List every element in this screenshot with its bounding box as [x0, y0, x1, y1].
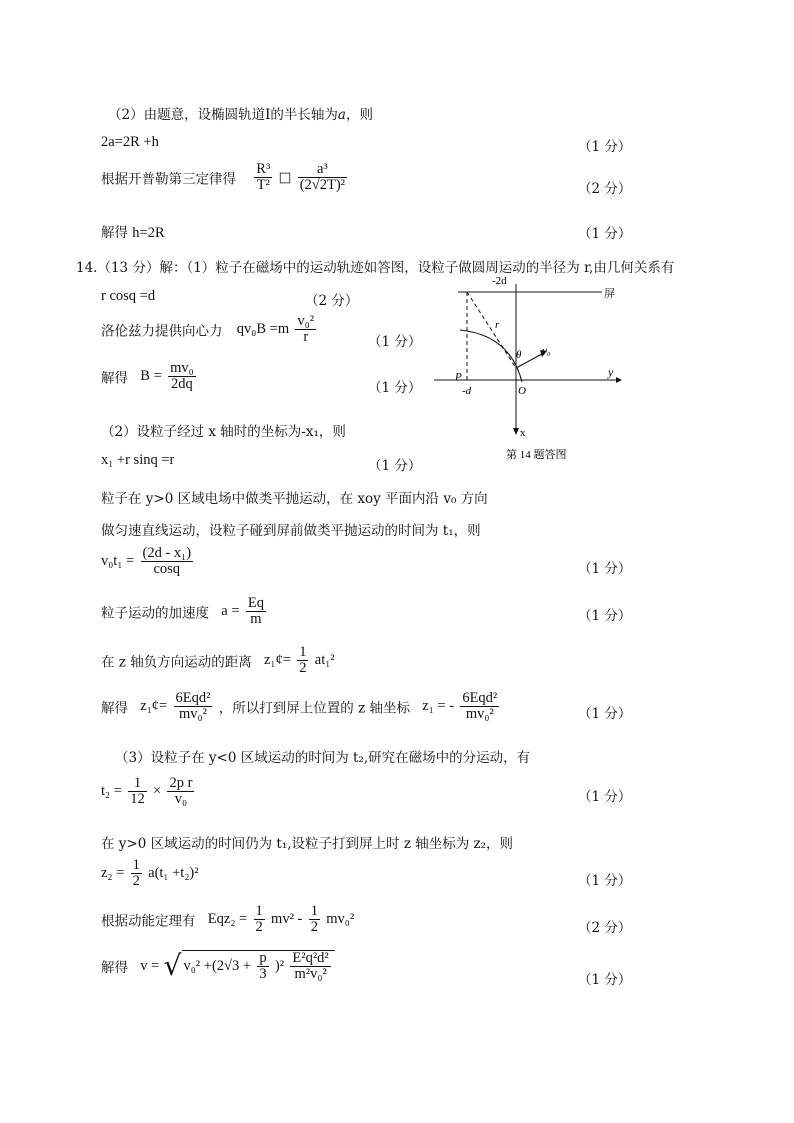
label-screen: 屏 [604, 288, 615, 300]
label-y: y [608, 365, 614, 379]
eq-2a: 2a=2R +h [101, 134, 159, 150]
p2-intro: （2）设粒子经过 x 轴时的坐标为-x₁，则 [101, 424, 346, 440]
label-x: x [520, 427, 526, 439]
q14-header: 14.（13 分）解：（1）粒子在磁场中的运动轨迹如答图，设粒子做圆周运动的半径为 r,由几何关系有 [76, 260, 675, 276]
kepler-line: 根据开普勒第三定律得 $\frac{\text{R³}}{\text{T²}}$ □ $\frac{\text{a³}}{\text{(2√2T)²}}$ [101, 161, 346, 193]
v-line: 解得 v = √ v₀² +(2√3 + $\frac{p}{3}$ )² $\frac{\text{E²q²d²}}{\text{m²v₀²}}$ [101, 950, 335, 982]
score: （1 分） [578, 972, 632, 988]
score: （1 分） [578, 561, 632, 577]
eq-geom: r cosq =d [101, 288, 156, 304]
score: （1 分） [368, 334, 422, 350]
score: （1 分） [368, 458, 422, 474]
label-neg2d: -2d [492, 275, 507, 287]
score: （2 分） [305, 293, 359, 309]
z2-line: z₂ = $\frac{1}{2}$ a(t₁ +t₂)² [101, 857, 199, 889]
lorentz-line: 洛伦兹力提供向心力 qv₀B =m $\frac{\text{v₀²}}{r}$ [101, 313, 315, 345]
acc-line: 粒子运动的加速度 a = $\frac{Eq}{m}$ [101, 595, 264, 627]
z-solve-line: 解得 z₁¢= $\frac{\text{6Eqd²}}{\text{mv₀²}}$ ，所以打到屏上位置的 z 轴坐标 z₁ = - $\frac{\text{6Eqd²}}{\text{mv₀²}}$ [101, 690, 498, 722]
label-v0: v₀ [542, 345, 551, 357]
score: （1 分） [578, 873, 632, 889]
score: （1 分） [578, 706, 632, 722]
figure-caption: 第 14 题答图 [506, 449, 567, 460]
score: （1 分） [368, 380, 422, 396]
score: （1 分） [578, 608, 632, 624]
eq-x1: x₁ +r sinq =r [101, 452, 175, 468]
solveB-line: 解得 B = $\frac{\text{mv₀}}{2dq}$ [101, 360, 194, 392]
solve-h: 解得 h=2R [101, 225, 165, 241]
score: （2 分） [578, 920, 632, 936]
v0t1-line: v₀t₁ = $\frac{\text{(2d - x₁)}}{\cos q}$ [101, 545, 192, 577]
p2-text2: 做匀速直线运动，设粒子碰到屏前做类平抛运动的时间为 t₁，则 [101, 523, 481, 539]
trajectory-arc [460, 330, 522, 382]
t2-line: t₂ = $\frac{1}{12}$ × $\frac{\text{2p r}}{\text{v₀}}$ [101, 775, 193, 807]
label-O: O [518, 385, 526, 397]
p3-intro: （3）设粒子在 y<0 区域运动的时间为 t₂,研究在磁场中的分运动，有 [115, 750, 531, 766]
p2-text1: 粒子在 y>0 区域电场中做类平抛运动，在 xoy 平面内沿 v₀ 方向 [101, 491, 488, 507]
figure-14 [430, 270, 630, 460]
score: （1 分） [578, 139, 632, 155]
energy-line: 根据动能定理有 Eqz₂ = $\frac{1}{2}$ mv² - $\frac{1}{2}$ mv₀² [101, 903, 355, 935]
score: （1 分） [578, 226, 632, 242]
score: （2 分） [578, 181, 632, 197]
label-P: P [455, 371, 462, 383]
score: （1 分） [578, 789, 632, 805]
p3-text: 在 y>0 区域运动的时间仍为 t₁,设粒子打到屏上时 z 轴坐标为 z₂，则 [101, 836, 514, 852]
label-r: r [495, 319, 500, 331]
label-theta: θ [516, 349, 522, 361]
z-line: 在 z 轴负方向运动的距离 z₁¢= $\frac{1}{2}$ at₁² [101, 644, 335, 676]
label-negd: -d [462, 385, 472, 397]
part2-intro: （2）由题意，设椭圆轨道Ⅰ的半长轴为a，则 [108, 107, 373, 123]
